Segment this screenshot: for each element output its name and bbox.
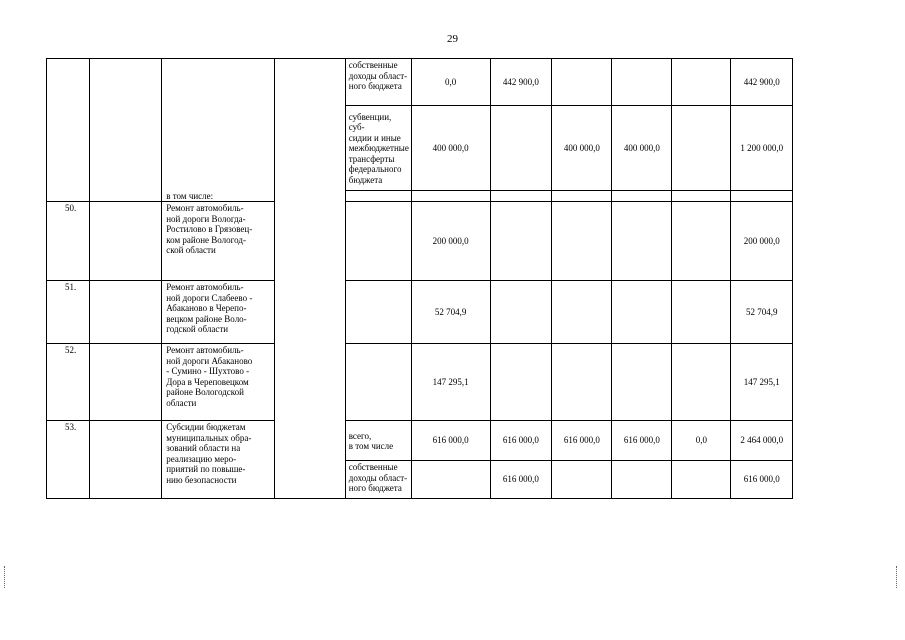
- cell-value: [490, 281, 552, 344]
- cell-total: 2 464 000,0: [731, 421, 793, 461]
- cell-value: [490, 344, 552, 421]
- cell-col2: [90, 421, 162, 499]
- cell-value: [612, 461, 672, 499]
- cell-value: [490, 202, 552, 281]
- cell-value: [411, 191, 490, 202]
- cell-col2: [90, 59, 162, 191]
- cell-col4: [274, 191, 345, 499]
- cell-value: 400 000,0: [612, 106, 672, 191]
- cell-total: 442 900,0: [731, 59, 793, 106]
- cell-col2: [90, 281, 162, 344]
- cell-value: [672, 202, 731, 281]
- cell-value: [672, 191, 731, 202]
- cell-value: 52 704,9: [411, 281, 490, 344]
- cell-total: 200 000,0: [731, 202, 793, 281]
- cell-value: [411, 461, 490, 499]
- cell-value: [552, 461, 612, 499]
- table-row: [47, 202, 905, 281]
- cell-value: [612, 59, 672, 106]
- cell-total: 616 000,0: [731, 461, 793, 499]
- cell-num: 50.: [47, 202, 90, 281]
- cell-value: [552, 344, 612, 421]
- cell-name: Ремонт автомобиль- ной дороги Вологда- Ростилово в Грязовец- ком районе Вологод- ской области: [162, 202, 274, 281]
- cell-num: 52.: [47, 344, 90, 421]
- cell-name: в том числе:: [162, 191, 274, 202]
- cell-value: 616 000,0: [552, 421, 612, 461]
- table-row: [47, 281, 905, 344]
- cell-value: 616 000,0: [490, 461, 552, 499]
- cell-total: 52 704,9: [731, 281, 793, 344]
- cell-num: [47, 59, 90, 191]
- cell-source: [345, 281, 411, 344]
- cell-source: [345, 202, 411, 281]
- cell-name: Ремонт автомобиль- ной дороги Слабеево - Абаканово в Черепо- вецком районе Воло- годской области: [162, 281, 274, 344]
- cell-total: 1 200 000,0: [731, 106, 793, 191]
- cell-value: [552, 59, 612, 106]
- cell-total: 147 295,1: [731, 344, 793, 421]
- cell-value: 0,0: [411, 59, 490, 106]
- cell-value: 616 000,0: [490, 421, 552, 461]
- cell-value: 200 000,0: [411, 202, 490, 281]
- cell-value: [612, 202, 672, 281]
- cell-value: 442 900,0: [490, 59, 552, 106]
- cell-value: [672, 106, 731, 191]
- cell-value: [672, 59, 731, 106]
- cell-col2: [90, 202, 162, 281]
- cell-source: собственные доходы област- ного бюджета: [345, 59, 411, 106]
- table-row: [47, 344, 905, 421]
- cell-value: [612, 281, 672, 344]
- cell-value: [490, 191, 552, 202]
- cell-name: [162, 59, 274, 191]
- cell-col4: [274, 59, 345, 191]
- budget-table: [46, 58, 905, 499]
- table-row: [47, 59, 905, 106]
- cell-value: 616 000,0: [612, 421, 672, 461]
- cell-value: 0,0: [672, 421, 731, 461]
- cell-source: [345, 191, 411, 202]
- page-number: 29: [447, 33, 458, 45]
- cell-num: 53.: [47, 421, 90, 499]
- cell-value: 400 000,0: [552, 106, 612, 191]
- cell-total: [731, 191, 793, 202]
- cell-name: Субсидии бюджетам муниципальных обра- зований области на реализацию меро- приятий по повыше- нию безопасности: [162, 421, 274, 499]
- cell-value: 400 000,0: [411, 106, 490, 191]
- cell-value: 147 295,1: [411, 344, 490, 421]
- scan-edge-mark: [896, 566, 899, 588]
- cell-value: [612, 344, 672, 421]
- cell-value: [552, 191, 612, 202]
- table-row: [47, 421, 905, 461]
- cell-col2: [90, 344, 162, 421]
- cell-source: [345, 344, 411, 421]
- cell-num: 51.: [47, 281, 90, 344]
- cell-value: [552, 281, 612, 344]
- cell-source: всего, в том числе: [345, 421, 411, 461]
- scan-edge-mark: [4, 566, 7, 588]
- cell-source: субвенции, суб- сидии и иные межбюджетные трансферты федерального бюджета: [345, 106, 411, 191]
- cell-value: [672, 281, 731, 344]
- cell-source: собственные доходы област- ного бюджета: [345, 461, 411, 499]
- cell-value: [672, 461, 731, 499]
- cell-value: [672, 344, 731, 421]
- cell-value: [552, 202, 612, 281]
- cell-value: 616 000,0: [411, 421, 490, 461]
- cell-col2: [90, 191, 162, 202]
- cell-value: [612, 191, 672, 202]
- cell-num: [47, 191, 90, 202]
- cell-name: Ремонт автомобиль- ной дороги Абаканово - Сумино - Шухтово - Дора в Череповецком районе Вологодской области: [162, 344, 274, 421]
- table-row: [47, 191, 905, 202]
- cell-value: [490, 106, 552, 191]
